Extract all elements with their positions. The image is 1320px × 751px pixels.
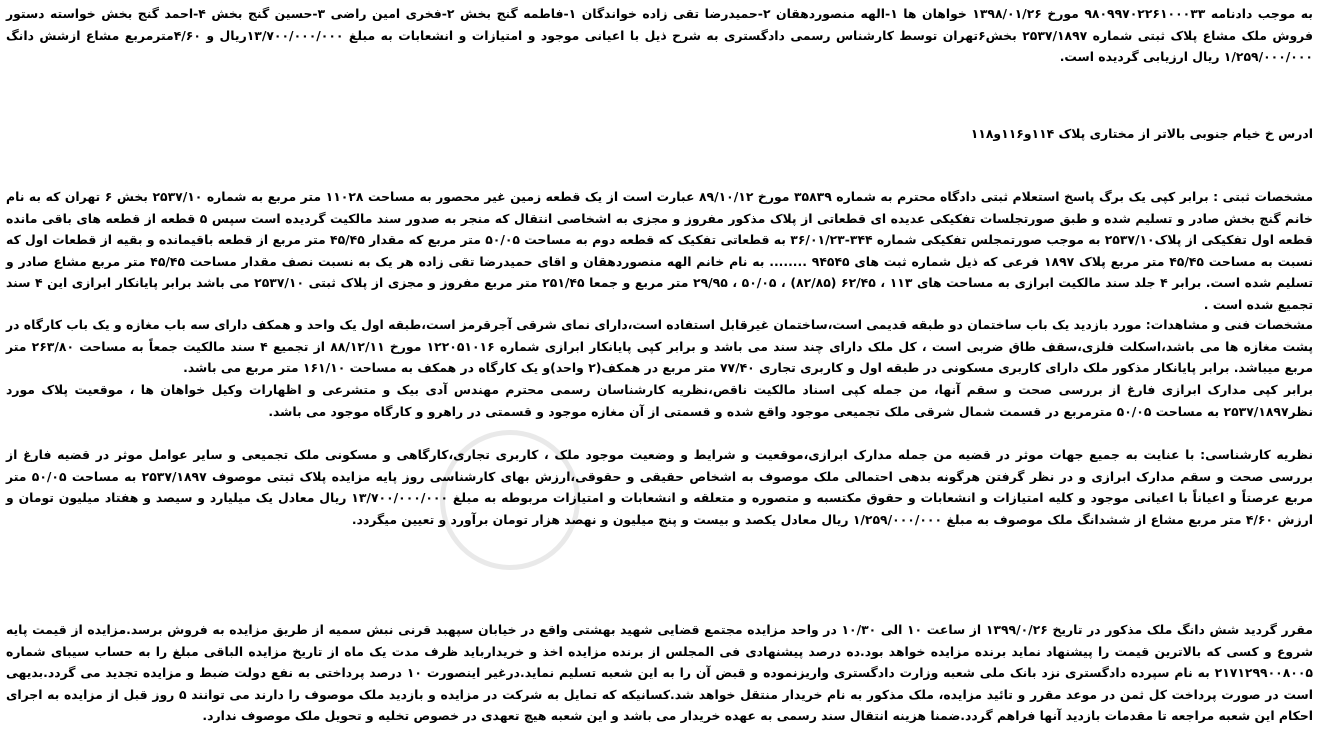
address-line: ادرس خ خیام جنوبی بالاتر از مختاری پلاک ۱۱۴و۱۱۶و۱۱۸ (970, 126, 1313, 141)
intro-paragraph: به موجب دادنامه ۹۸۰۹۹۷۰۲۲۶۱۰۰۰۳۳ مورخ ۱۳۹۸/۰۱/۲۶ خواهان ها ۱-الهه منصوردهقان ۲-حمیدرضا تقی زاده خواندگان ۱-فاطمه گنج بخش ۲-فخری امین راضی ۳-حسین گنج بخش ۴-احمد گنج بخش خواسته دستور فروش ملک مشاع پلاک ثبتی شماره ۲۵۳۷/۱۸۹۷ بخش۶تهران توسط کارشناس رسمی دادگستری به شرح ذیل با اعیانی موجود و امتیازات و انشعابات به مبلغ ۱۳/۷۰۰/۰۰۰/۰۰۰ریال و ۴/۶۰مترمربع مشاع ازشش دانگ ۱/۲۵۹/۰۰۰/۰۰۰ ریال ارزیابی گردیده است. (6, 6, 1313, 64)
registration-specs-paragraph: مشخصات ثبتی : برابر کپی یک برگ پاسخ استعلام ثبتی دادگاه محترم به شماره ۳۵۸۳۹ مورخ ۸۹/۱۰/۱۲ عبارت است از یک قطعه زمین غیر محصور به مساحت ۱۱۰۲۸ متر مربع به شماره ۲۵۳۷/۱۰ بخش ۶ تهران که به نام خانم گنج بخش صادر و تسلیم شده و طبق صورتجلسات تفکیکی عدیده ای قطعاتی از پلاک مذکور مفروز و مجزی به اشخاصی انتقال که منجر به صدور سند مالکیت گردیده است سپس ۵ قطعه از قطعه های باقی مانده قطعه اول تفکیکی از پلاک۲۵۳۷/۱۰ به موجب صورتمجلس تفکیکی شماره ۳۴۴-۳۶/۰۱/۲۳ به قطعاتی تفکیک که قطعه دوم به مساحت ۵۰/۰۵ متر مربع که مقدار ۴۵/۴۵ متر مربع از قطعه باقیمانده و بقیه از قطعات اول که نسبت به مساحت ۴۵/۴۵ متر مربع پلاک ۱۸۹۷ فرعی که ذیل شماره ثبت های ۹۴۵۴۵ ........ به نام خانم الهه منصوردهقان و اقای حمیدرضا تقی زاده هر یک به نسبت نصف مقدار مساحت ۴۵/۴۵ متر مربع مشاع صادر و تسلیم شده است. برابر ۴ جلد سند مالکیت ابرازی به مساحت های ۱۱۳ ، ۶۲/۴۵ (۸۲/۸۵) ، ۵۰/۰۵ ، ۲۹/۹۵ متر مربع و جمعا ۲۵۱/۴۵ متر مربع مفروز و مجزی از پلاک ثبتی ۲۵۳۷/۱۰ می باشد برابر پایانکار ابرازی این ۴ سند تجمیع شده است . (6, 189, 1314, 312)
technical-specs-paragraph: مشخصات فنی و مشاهدات: مورد بازدید یک باب ساختمان دو طبقه قدیمی است،ساختمان غیرقابل استفاده است،دارای نمای شرقی آجرقرمز است،طبقه اول یک واحد و همکف دارای سه باب مغازه و یک باب کارگاه در پشت مغازه ها می باشد،اسکلت فلزی،سقف طاق ضربی است ، کل ملک دارای چند سند می باشد و برابر کپی پایانکار ابرازی شماره ۱۲۲۰۵۱۰۱۶ مورخ ۸۸/۱۲/۱۱ از تجمیع ۴ سند مالکیت جمعاً به مساحت ۲۶۳/۸۰ متر مربع میباشد. برابر پایانکار مذکور ملک دارای کاربری مسکونی در طبقه اول و کاربری تجاری ۷۷/۴۰ متر مربع در همکف(۲ واحد)و یک کارگاه در همکف به مساحت ۱۶۱/۱۰ متر مربع می باشد. (6, 317, 1313, 375)
auction-terms-paragraph: مقرر گردید شش دانگ ملک مذکور در تاریخ ۱۳۹۹/۰/۲۶ از ساعت ۱۰ الی ۱۰/۳۰ در واحد مزایده مجتمع قضایی شهید بهشتی واقع در خیابان سپهبد قرنی نبش سمیه از طریق مزایده به فروش برسد.مزایده از قیمت پایه شروع و کسی که بالاترین قیمت را پیشنهاد نماید برنده مزایده خواهد بود.ده درصد پیشنهادی فی المجلس از برنده مزایده اخذ و خریدارباید ظرف مدت یک ماه از تاریخ مزایده الباقی مبلغ را به حساب سیبای شماره ۲۱۷۱۲۹۹۰۰۸۰۰۵ به نام سپرده دادگستری نزد بانک ملی شعبه وزارت دادگستری واریزنموده و قبض آن را به این شعبه تسلیم نماید.درغیر اینصورت ۱۰ درصد پرداختی به نفع دولت ضبط و مزایده تجدید می گردد.بدیهی است در صورت پرداخت کل ثمن در موعد مقرر و تائید مزایده، ملک مذکور به نام خریدار منتقل خواهد شد.کسانیکه که تمایل به شرکت در مزایده و بازدید ملک موصوف را دارند می توانند ۵ روز قبل از مزایده به اجرای احکام این شعبه مراجعه تا مقدمات بازدید آنها فراهم گردد.ضمنا هزینه انتقال سند رسمی به عهده خریدار می باشد و این شعبه هیچ تعهدی در خصوص تخلیه و تحویل ملک موصوف ندارد. (6, 622, 1313, 723)
documents-review-paragraph: برابر کپی مدارک ابرازی فارغ از بررسی صحت و سقم آنها، من جمله کپی اسناد مالکیت ناقص،نظریه کارشناسان رسمی محترم مهندس آدی بیک و متشرعی و اظهارات وکیل خواهان ها ، موقعیت پلاک مورد نظر۲۵۳۷/۱۸۹۷ به مساحت ۵۰/۰۵ مترمربع در قسمت شمال شرقی ملک تجمیعی موجود واقع شده و قسمتی از آن مغازه موجود و قسمتی در راهرو و کارگاه موجود می باشد. (6, 382, 1313, 419)
expert-opinion-paragraph: نظریه کارشناسی: با عنایت به جمیع جهات موثر در قضیه من جمله مدارک ابرازی،موقعیت و شرایط و وضعیت موجود ملک ، کاربری تجاری،کارگاهی و مسکونی ملک تجمیعی و سایر عوامل موثر در قضیه فارغ از بررسی صحت و سقم مدارک ابرازی و در نظر گرفتن هرگونه بدهی احتمالی ملک موصوف به اشخاص حقیقی و حقوقی،ارزش بهای کارشناسی روز پایه مزایده پلاک ثبتی موصوف ۲۵۳۷/۱۸۹۷ به مساحت ۵۰/۰۵ متر مربع عرصتاً و اعیاناً با اعیانی موجود و کلیه امتیازات و انشعابات و حقوق مکتسبه و متصوره و متعلقه و انشعابات و امتیازات مربوطه به مبلغ ۱۳/۷۰۰/۰۰۰/۰۰۰ ریال معادل یک میلیارد و سیصد و هفتاد میلیون تومان و ارزش ۴/۶۰ متر مربع مشاع از ششدانگ ملک موصوف به مبلغ ۱/۲۵۹/۰۰۰/۰۰۰ ریال معادل یکصد و بیست و پنج میلیون و نهصد هزار تومان برآورد و تعیین میگردد. (6, 447, 1313, 527)
